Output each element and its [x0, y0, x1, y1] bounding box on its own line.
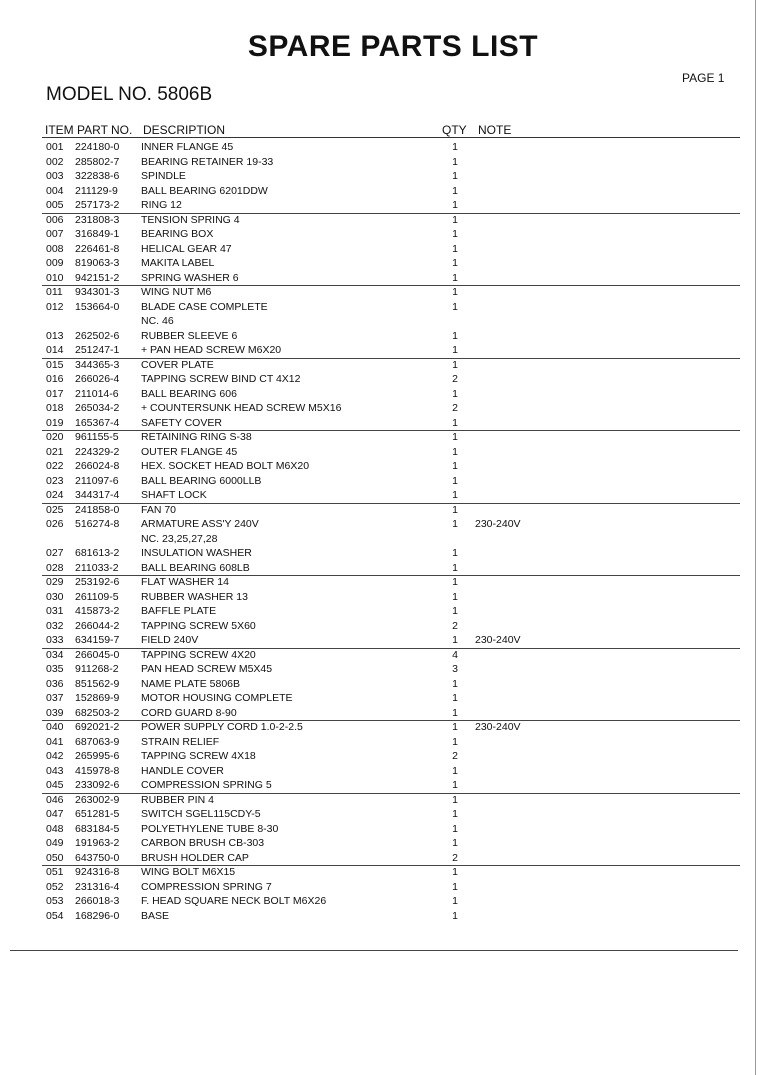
item-number: 008 [46, 242, 64, 255]
table-row [0, 720, 760, 735]
item-number: 022 [46, 460, 64, 472]
part-description: INNER FLANGE 45 [141, 141, 234, 153]
part-number: 683184-5 [75, 822, 120, 835]
part-description: NC. 46 [141, 315, 174, 327]
part-description: FAN 70 [141, 503, 177, 516]
part-number: 262502-6 [75, 329, 120, 342]
model-number: MODEL NO. 5806B [46, 84, 213, 105]
part-description: BRUSH HOLDER CAP [141, 851, 249, 864]
item-number: 054 [46, 909, 64, 922]
part-description: POLYETHYLENE TUBE 8-30 [141, 822, 279, 835]
table-row [0, 561, 760, 576]
part-quantity: 1 [452, 808, 458, 820]
part-number: 253192-6 [75, 576, 120, 588]
part-description: COVER PLATE [141, 358, 214, 371]
part-number: 415978-8 [75, 764, 120, 777]
table-row [0, 677, 760, 692]
part-description: ARMATURE ASS'Y 240V [141, 518, 259, 530]
item-number: 016 [46, 373, 64, 385]
part-quantity: 1 [452, 590, 458, 603]
item-number: 050 [46, 851, 64, 864]
group-divider [42, 285, 740, 286]
part-number: 266026-4 [75, 373, 120, 385]
part-quantity: 1 [452, 576, 458, 588]
part-number: 261109-5 [75, 590, 119, 603]
table-row [0, 851, 760, 866]
item-number: 043 [46, 764, 64, 777]
part-description: WING NUT M6 [141, 286, 212, 298]
table-row [0, 358, 760, 373]
table-row [0, 430, 760, 445]
table-row [0, 648, 760, 663]
item-number: 046 [46, 793, 64, 806]
item-number: 027 [46, 547, 64, 559]
part-description: MOTOR HOUSING COMPLETE [141, 692, 293, 704]
part-quantity: 4 [452, 648, 458, 661]
part-description: HEX. SOCKET HEAD BOLT M6X20 [141, 460, 310, 472]
part-description: BALL BEARING 6201DDW [141, 184, 268, 197]
part-description: BALL BEARING 608LB [141, 561, 250, 574]
table-row [0, 546, 760, 561]
part-number: 211097-6 [75, 474, 119, 487]
part-number: 224180-0 [75, 141, 120, 153]
table-row [0, 227, 760, 242]
part-quantity: 1 [452, 155, 458, 168]
item-number: 021 [46, 445, 64, 458]
table-row [0, 749, 760, 764]
part-description: RETAINING RING S-38 [141, 431, 252, 443]
table-row [0, 532, 760, 547]
table-row [0, 372, 760, 387]
part-description: BAFFLE PLATE [141, 605, 217, 617]
item-number: 004 [46, 184, 64, 197]
part-description: POWER SUPPLY CORD 1.0-2-2.5 [141, 721, 303, 733]
part-number: 819063-3 [75, 257, 120, 269]
part-quantity: 1 [452, 779, 458, 791]
part-quantity: 2 [452, 373, 458, 385]
part-number: 191963-2 [75, 837, 120, 849]
part-description: F. HEAD SQUARE NECK BOLT M6X26 [141, 895, 327, 907]
item-number: 012 [46, 300, 64, 313]
group-divider [42, 648, 740, 649]
part-number: 231808-3 [75, 213, 120, 226]
table-row [0, 822, 760, 837]
group-divider [42, 865, 740, 866]
part-number: 233092-6 [75, 779, 120, 791]
part-description: SWITCH SGEL115CDY-5 [141, 808, 261, 820]
table-row [0, 488, 760, 503]
part-quantity: 1 [452, 358, 458, 371]
item-number: 017 [46, 387, 64, 400]
part-number: 911268-2 [75, 663, 119, 675]
part-quantity: 1 [452, 184, 458, 197]
table-row [0, 401, 760, 416]
part-note: 230-240V [475, 721, 521, 733]
part-description: NC. 23,25,27,28 [141, 532, 218, 545]
part-number: 257173-2 [75, 199, 120, 211]
part-description: COMPRESSION SPRING 7 [141, 880, 272, 893]
part-quantity: 1 [452, 793, 458, 806]
part-quantity: 1 [452, 329, 458, 342]
item-number: 048 [46, 822, 64, 835]
part-description: BASE [141, 909, 170, 922]
item-number: 039 [46, 706, 64, 719]
item-number: 015 [46, 358, 64, 371]
item-number: 024 [46, 489, 64, 501]
table-row [0, 865, 760, 880]
group-divider [42, 430, 740, 431]
item-number: 053 [46, 895, 64, 907]
part-description: CARBON BRUSH CB-303 [141, 837, 265, 849]
item-number: 032 [46, 619, 64, 632]
item-number: 034 [46, 648, 64, 661]
table-row [0, 706, 760, 721]
part-quantity: 1 [452, 735, 458, 748]
table-row [0, 633, 760, 648]
part-number: 266045-0 [75, 648, 120, 661]
table-row [0, 285, 760, 300]
header-note: NOTE [478, 123, 512, 137]
part-description: RING 12 [141, 199, 182, 211]
part-quantity: 1 [452, 199, 458, 211]
part-number: 153664-0 [75, 300, 120, 313]
item-number: 006 [46, 213, 64, 226]
table-row [0, 256, 760, 271]
part-number: 692021-2 [75, 721, 120, 733]
table-row [0, 155, 760, 170]
part-description: TAPPING SCREW 4X20 [141, 648, 256, 661]
table-row [0, 184, 760, 199]
part-description: BALL BEARING 606 [141, 387, 237, 400]
table-row [0, 735, 760, 750]
part-quantity: 1 [452, 895, 458, 907]
item-number: 036 [46, 677, 64, 690]
part-quantity: 1 [452, 721, 458, 733]
part-description: FLAT WASHER 14 [141, 576, 229, 588]
part-number: 226461-8 [75, 242, 120, 255]
part-description: STRAIN RELIEF [141, 735, 220, 748]
part-quantity: 1 [452, 837, 458, 849]
part-quantity: 1 [452, 764, 458, 777]
table-row [0, 169, 760, 184]
part-quantity: 2 [452, 750, 458, 762]
part-number: 168296-0 [75, 909, 120, 922]
part-number: 231316-4 [75, 880, 120, 893]
part-quantity: 2 [452, 402, 458, 414]
header-item: ITEM [45, 123, 74, 137]
part-number: 681613-2 [75, 547, 120, 559]
table-row [0, 314, 760, 329]
part-description: + PAN HEAD SCREW M6X20 [141, 344, 282, 356]
part-description: NAME PLATE 5806B [141, 677, 241, 690]
table-row [0, 459, 760, 474]
part-quantity: 2 [452, 619, 458, 632]
part-quantity: 1 [452, 547, 458, 559]
part-number: 266018-3 [75, 895, 120, 907]
part-quantity: 1 [452, 866, 458, 878]
part-quantity: 1 [452, 489, 458, 501]
header-part-no: PART NO. [77, 123, 133, 137]
part-description: HANDLE COVER [141, 764, 224, 777]
item-number: 019 [46, 416, 64, 429]
item-number: 029 [46, 576, 64, 588]
part-quantity: 1 [452, 141, 458, 153]
item-number: 005 [46, 199, 64, 211]
item-number: 028 [46, 561, 64, 574]
part-description: RUBBER PIN 4 [141, 793, 214, 806]
part-description: BEARING RETAINER 19-33 [141, 155, 274, 168]
part-quantity: 1 [452, 561, 458, 574]
group-divider [42, 575, 740, 576]
part-number: 152869-9 [75, 692, 120, 704]
table-row [0, 517, 760, 532]
table-header [0, 123, 760, 137]
table-row [0, 778, 760, 793]
part-description: SPINDLE [141, 170, 186, 182]
table-row [0, 445, 760, 460]
part-description: COMPRESSION SPRING 5 [141, 779, 272, 791]
part-quantity: 2 [452, 851, 458, 864]
item-number: 041 [46, 735, 64, 748]
part-description: BEARING BOX [141, 228, 214, 240]
part-number: 634159-7 [75, 634, 120, 646]
part-quantity: 1 [452, 242, 458, 255]
part-quantity: 1 [452, 286, 458, 298]
item-number: 030 [46, 590, 64, 603]
part-description: BLADE CASE COMPLETE [141, 300, 268, 313]
part-description: BALL BEARING 6000LLB [141, 474, 262, 487]
group-divider [42, 358, 740, 359]
part-description: RUBBER SLEEVE 6 [141, 329, 238, 342]
part-number: 851562-9 [75, 677, 120, 690]
table-row [0, 590, 760, 605]
part-quantity: 1 [452, 271, 458, 284]
table-row [0, 662, 760, 677]
item-number: 011 [46, 286, 63, 298]
part-quantity: 1 [452, 445, 458, 458]
table-row [0, 764, 760, 779]
table-row [0, 300, 760, 315]
part-quantity: 1 [452, 213, 458, 226]
part-note: 230-240V [475, 634, 521, 646]
item-number: 010 [46, 271, 64, 284]
part-description: SPRING WASHER 6 [141, 271, 239, 284]
part-description: INSULATION WASHER [141, 547, 252, 559]
group-divider [42, 720, 740, 721]
table-row [0, 329, 760, 344]
part-quantity: 1 [452, 170, 458, 182]
table-row [0, 836, 760, 851]
part-description: SAFETY COVER [141, 416, 222, 429]
part-description: MAKITA LABEL [141, 257, 215, 269]
item-number: 020 [46, 431, 64, 443]
table-row [0, 343, 760, 358]
part-number: 265995-6 [75, 750, 120, 762]
part-number: 934301-3 [75, 286, 120, 298]
part-number: 924316-8 [75, 866, 120, 878]
part-number: 241858-0 [75, 503, 120, 516]
part-number: 263002-9 [75, 793, 120, 806]
page-number: PAGE 1 [682, 71, 725, 85]
part-number: 285802-7 [75, 155, 120, 168]
item-number: 042 [46, 750, 64, 762]
part-quantity: 1 [452, 692, 458, 704]
part-quantity: 1 [452, 909, 458, 922]
item-number: 031 [46, 605, 64, 617]
item-number: 026 [46, 518, 64, 530]
item-number: 013 [46, 329, 64, 342]
part-number: 961155-5 [75, 431, 119, 443]
document-title: SPARE PARTS LIST [247, 30, 539, 63]
part-number: 266044-2 [75, 619, 120, 632]
part-description: + COUNTERSUNK HEAD SCREW M5X16 [141, 402, 342, 414]
table-row [0, 474, 760, 489]
item-number: 052 [46, 880, 64, 893]
table-row [0, 894, 760, 909]
part-quantity: 1 [452, 634, 458, 646]
part-number: 224329-2 [75, 445, 120, 458]
item-number: 007 [46, 228, 64, 240]
part-quantity: 1 [452, 228, 458, 240]
table-row [0, 575, 760, 590]
item-number: 009 [46, 257, 64, 269]
part-description: OUTER FLANGE 45 [141, 445, 238, 458]
item-number: 025 [46, 503, 64, 516]
item-number: 018 [46, 402, 64, 414]
part-quantity: 1 [452, 387, 458, 400]
part-description: TAPPING SCREW 5X60 [141, 619, 256, 632]
part-number: 322838-6 [75, 170, 120, 182]
table-row [0, 140, 760, 155]
table-row [0, 619, 760, 634]
item-number: 049 [46, 837, 64, 849]
item-number: 014 [46, 344, 64, 356]
part-quantity: 1 [452, 416, 458, 429]
part-description: SHAFT LOCK [141, 489, 207, 501]
table-row [0, 213, 760, 228]
part-quantity: 3 [452, 663, 458, 675]
part-description: CORD GUARD 8-90 [141, 706, 237, 719]
part-number: 266024-8 [75, 460, 120, 472]
group-divider [42, 793, 740, 794]
group-divider [42, 213, 740, 214]
part-quantity: 1 [452, 518, 458, 530]
item-number: 001 [46, 141, 64, 153]
item-number: 035 [46, 663, 64, 675]
part-number: 316849-1 [75, 228, 120, 240]
part-quantity: 1 [452, 503, 458, 516]
part-description: TENSION SPRING 4 [141, 213, 240, 226]
item-number: 040 [46, 721, 64, 733]
part-description: TAPPING SCREW 4X18 [141, 750, 256, 762]
part-quantity: 1 [452, 344, 458, 356]
part-number: 211014-6 [75, 387, 119, 400]
part-number: 942151-2 [75, 271, 120, 284]
item-number: 003 [46, 170, 64, 182]
table-row [0, 503, 760, 518]
table-row [0, 198, 760, 213]
table-row [0, 387, 760, 402]
part-quantity: 1 [452, 605, 458, 617]
part-number: 415873-2 [75, 605, 120, 617]
part-number: 344317-4 [75, 489, 120, 501]
part-number: 687063-9 [75, 735, 120, 748]
item-number: 023 [46, 474, 64, 487]
group-divider [42, 503, 740, 504]
part-description: FIELD 240V [141, 634, 199, 646]
table-row [0, 242, 760, 257]
table-row [0, 271, 760, 286]
item-number: 045 [46, 779, 64, 791]
part-quantity: 1 [452, 677, 458, 690]
part-description: TAPPING SCREW BIND CT 4X12 [141, 373, 301, 385]
part-description: PAN HEAD SCREW M5X45 [141, 663, 273, 675]
part-number: 643750-0 [75, 851, 120, 864]
part-number: 211033-2 [75, 561, 119, 574]
item-number: 037 [46, 692, 64, 704]
part-number: 211129-9 [75, 184, 118, 197]
part-quantity: 1 [452, 474, 458, 487]
part-note: 230-240V [475, 518, 521, 530]
part-description: HELICAL GEAR 47 [141, 242, 232, 255]
table-row [0, 880, 760, 895]
part-quantity: 1 [452, 822, 458, 835]
part-quantity: 1 [452, 300, 458, 313]
header-qty: QTY [442, 123, 467, 137]
part-number: 651281-5 [75, 808, 120, 820]
bottom-rule [10, 950, 738, 951]
part-number: 165367-4 [75, 416, 120, 429]
part-quantity: 1 [452, 460, 458, 472]
part-number: 251247-1 [75, 344, 120, 356]
item-number: 047 [46, 808, 64, 820]
part-quantity: 1 [452, 880, 458, 893]
part-quantity: 1 [452, 706, 458, 719]
table-row [0, 807, 760, 822]
part-description: WING BOLT M6X15 [141, 866, 236, 878]
item-number: 033 [46, 634, 64, 646]
part-description: RUBBER WASHER 13 [141, 590, 248, 603]
item-number: 051 [46, 866, 64, 878]
part-number: 682503-2 [75, 706, 120, 719]
header-rule [42, 137, 740, 138]
table-row [0, 909, 760, 924]
part-number: 516274-8 [75, 518, 120, 530]
part-number: 344365-3 [75, 358, 120, 371]
part-quantity: 1 [452, 431, 458, 443]
parts-table-body [0, 140, 760, 923]
part-quantity: 1 [452, 257, 458, 269]
table-row [0, 691, 760, 706]
header-description: DESCRIPTION [143, 123, 226, 137]
table-row [0, 793, 760, 808]
item-number: 002 [46, 155, 64, 168]
part-number: 265034-2 [75, 402, 120, 414]
table-row [0, 416, 760, 431]
table-row [0, 604, 760, 619]
